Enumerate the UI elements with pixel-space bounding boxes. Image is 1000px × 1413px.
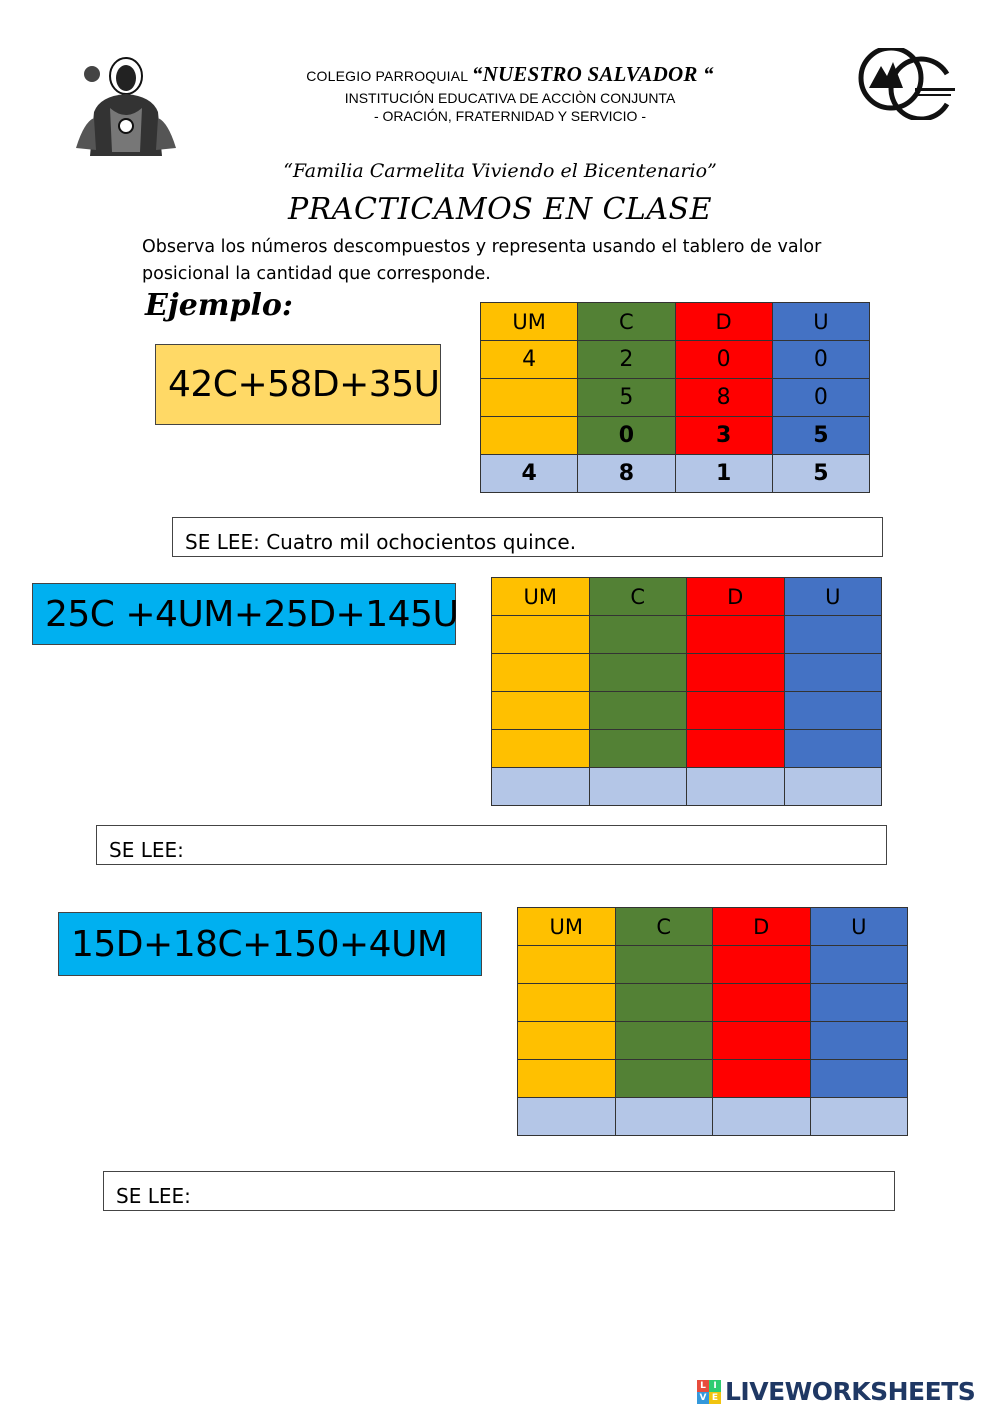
header-um: UM: [518, 908, 616, 946]
input-cell[interactable]: [687, 730, 785, 768]
instructions: Observa los números descompuestos y representa usando el tablero de valor posicional la cantidad que corresponde.: [142, 237, 822, 284]
table-row: [481, 417, 870, 455]
header-c: C: [578, 303, 675, 341]
liveworksheets-logo-icon: [697, 1380, 721, 1404]
reading-label: SE LEE:: [116, 1184, 191, 1208]
input-cell[interactable]: [518, 984, 616, 1022]
table-row: [492, 654, 882, 692]
header-u: U: [810, 908, 908, 946]
header-u: U: [772, 303, 869, 341]
input-cell[interactable]: [589, 730, 687, 768]
cell: 4: [481, 341, 578, 379]
input-cell[interactable]: [784, 616, 882, 654]
input-cell[interactable]: [492, 654, 590, 692]
total-cell: 4: [481, 455, 578, 493]
brand-text: LIVEWORKSHEETS: [725, 1377, 976, 1406]
total-input-cell[interactable]: [589, 768, 687, 806]
header-d: D: [713, 908, 811, 946]
school-logo-left: [70, 52, 182, 158]
cell: 3: [675, 417, 772, 455]
motto: “Familia Carmelita Viviendo el Bicentenario”: [283, 160, 717, 182]
total-row: [481, 455, 870, 493]
total-row: [492, 768, 882, 806]
input-cell[interactable]: [518, 1060, 616, 1098]
total-input-cell[interactable]: [810, 1098, 908, 1136]
brand-mark-letter: I: [709, 1380, 721, 1392]
cell: 0: [772, 379, 869, 417]
total-input-cell[interactable]: [615, 1098, 713, 1136]
table-row: [518, 1022, 908, 1060]
exercise-2-expression: 15D+18C+150+4UM: [58, 912, 482, 976]
cell: 5: [772, 417, 869, 455]
input-cell[interactable]: [713, 1022, 811, 1060]
table-row: [518, 1060, 908, 1098]
total-cell: 1: [675, 455, 772, 493]
example-reading: SE LEE: Cuatro mil ochocientos quince.: [172, 517, 883, 557]
brand-mark-letter: V: [697, 1392, 709, 1404]
input-cell[interactable]: [810, 984, 908, 1022]
input-cell[interactable]: [615, 1060, 713, 1098]
table-row: [492, 616, 882, 654]
header-d: D: [675, 303, 772, 341]
cell: 8: [675, 379, 772, 417]
input-cell[interactable]: [615, 1022, 713, 1060]
cell: 5: [578, 379, 675, 417]
total-cell: 8: [578, 455, 675, 493]
total-row: [518, 1098, 908, 1136]
input-cell[interactable]: [687, 692, 785, 730]
input-cell[interactable]: [784, 654, 882, 692]
example-expression: 42C+58D+35U: [155, 344, 441, 425]
header-u: U: [784, 578, 882, 616]
input-cell[interactable]: [784, 692, 882, 730]
exercise-2-reading-field[interactable]: [103, 1171, 895, 1211]
cell: 0: [675, 341, 772, 379]
reading-label: SE LEE:: [109, 838, 184, 862]
input-cell[interactable]: [810, 1022, 908, 1060]
input-cell[interactable]: [518, 1022, 616, 1060]
table-header-row: [518, 908, 908, 946]
example-label: Ejemplo:: [145, 288, 294, 323]
brand-mark-letter: E: [709, 1392, 721, 1404]
input-cell[interactable]: [713, 946, 811, 984]
school-name: “NUESTRO SALVADOR “: [471, 62, 714, 86]
input-cell[interactable]: [589, 654, 687, 692]
table-row: [518, 946, 908, 984]
total-input-cell[interactable]: [518, 1098, 616, 1136]
school-prefix: COLEGIO PARROQUIAL: [306, 68, 468, 84]
input-cell[interactable]: [615, 984, 713, 1022]
input-cell[interactable]: [810, 1060, 908, 1098]
input-cell[interactable]: [615, 946, 713, 984]
input-cell[interactable]: [713, 984, 811, 1022]
cell: 0: [772, 341, 869, 379]
brand-mark-letter: L: [697, 1380, 709, 1392]
total-input-cell[interactable]: [784, 768, 882, 806]
input-cell[interactable]: [589, 692, 687, 730]
page-title: PRACTICAMOS EN CLASE: [288, 192, 712, 227]
table-header-row: [481, 303, 870, 341]
example-place-value-table: [480, 302, 870, 493]
total-input-cell[interactable]: [687, 768, 785, 806]
cell: 0: [578, 417, 675, 455]
table-row: [481, 379, 870, 417]
total-input-cell[interactable]: [713, 1098, 811, 1136]
table-row: [481, 341, 870, 379]
cell: [481, 379, 578, 417]
cell: [481, 417, 578, 455]
cell: 2: [578, 341, 675, 379]
header-c: C: [615, 908, 713, 946]
exercise-1-expression: 25C +4UM+25D+145U: [32, 583, 456, 645]
input-cell[interactable]: [492, 730, 590, 768]
table-row: [492, 692, 882, 730]
table-row: [518, 984, 908, 1022]
exercise-2-place-value-table: [517, 907, 908, 1136]
table-header-row: [492, 578, 882, 616]
input-cell[interactable]: [518, 946, 616, 984]
input-cell[interactable]: [492, 616, 590, 654]
input-cell[interactable]: [687, 654, 785, 692]
header-um: UM: [492, 578, 590, 616]
school-logo-right: [855, 48, 961, 120]
input-cell[interactable]: [589, 616, 687, 654]
header-um: UM: [481, 303, 578, 341]
liveworksheets-brand: [697, 1377, 975, 1406]
table-row: [492, 730, 882, 768]
exercise-1-reading-field[interactable]: [96, 825, 887, 865]
total-input-cell[interactable]: [492, 768, 590, 806]
school-header-line3: - ORACIÓN, FRATERNIDAD Y SERVICIO -: [373, 108, 646, 124]
input-cell[interactable]: [687, 616, 785, 654]
header-d: D: [687, 578, 785, 616]
exercise-1-place-value-table: [491, 577, 882, 806]
input-cell[interactable]: [713, 1060, 811, 1098]
input-cell[interactable]: [784, 730, 882, 768]
school-header-line2: INSTITUCIÓN EDUCATIVA DE ACCIÒN CONJUNTA: [344, 90, 676, 106]
school-header-line1: [200, 62, 820, 87]
header-c: C: [589, 578, 687, 616]
input-cell[interactable]: [492, 692, 590, 730]
total-cell: 5: [772, 455, 869, 493]
input-cell[interactable]: [810, 946, 908, 984]
